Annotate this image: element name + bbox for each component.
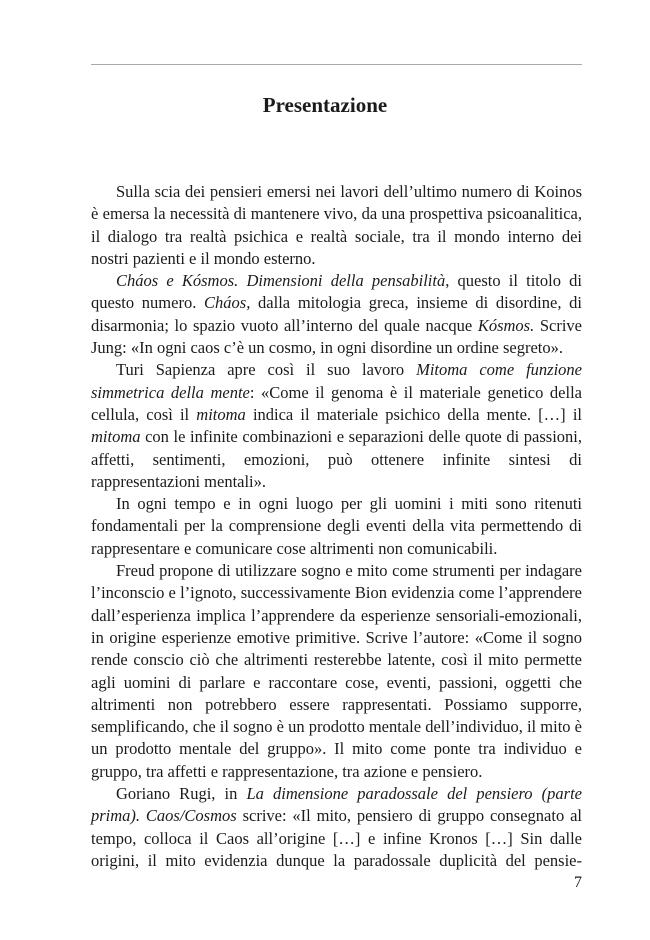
italic-text: mitoma: [91, 427, 141, 447]
text-run: Freud propone di utilizzare sogno e mito come strumenti per indagare l’inconscio e l’ignoto, successivamente Bion evidenzia come l’apprendere dall’esperienza implica l’apprendere da esperienze sensoriali-emozionali, in origine esperienze emotive primitive. Scrive l’autore: «Come il sogno rende conscio ciò che altrimenti resterebbe latente, così il mito permette agli uomini di parlare e raccontare cose, eventi, passioni, oggetti che altrimenti non potrebbero essere rappresentati. Possiamo supporre, semplificando, che il sogno è un prodotto mentale dell’individuo, il mito è un prodotto mentale del gruppo». Il mito come ponte tra individuo e gruppo, tra affetti e rappresentazione, tra azione e pensiero.: [91, 561, 582, 781]
paragraph: [91, 560, 582, 783]
page-number: 7: [574, 874, 582, 891]
paragraph: [91, 359, 582, 493]
paragraph: [91, 181, 582, 270]
text-run: : «Come il genoma è il materiale genetico della cellula, così il: [91, 382, 582, 424]
text-run: In ogni tempo e in ogni luogo per gli uomini i miti sono ritenuti fondamentali per la comprensione degli eventi della vita permettendo di rappresentare e comunicare cose altrimenti non comunicabili.: [91, 494, 582, 558]
paragraph: [91, 270, 582, 359]
italic-text: La dimensione paradossale del pensiero (parte prima). Caos/Cosmos: [91, 784, 582, 826]
text-run: con le infinite combinazioni e separazioni delle quote di passioni, affetti, sentimenti, emozioni, può ottenere infinite sintesi di rappresentazioni mentali».: [91, 427, 582, 491]
paragraph: [91, 783, 582, 872]
body-text: [91, 181, 582, 872]
italic-text: Mitoma come funzione simmetrica della mente: [91, 360, 582, 402]
italic-text: Kósmos.: [477, 315, 535, 335]
header-rule: [91, 64, 582, 65]
text-run: Scrive Jung: «In ogni caos c’è un cosmo, in ogni disordine un ordine segreto».: [91, 315, 582, 358]
italic-text: mitoma: [196, 404, 246, 424]
paragraph: [91, 493, 582, 560]
text-run: Sulla scia dei pensieri emersi nei lavori dell’ultimo numero di Koinos è emersa la necessità di mantenere vivo, da una prospettiva psicoanalitica, il dialogo tra realtà psichica e realtà sociale, tra il mondo interno dei nostri pazienti e il mondo esterno.: [91, 182, 582, 268]
text-run: indica il materiale psichico della mente. […] il: [245, 404, 582, 424]
italic-text: Cháos,: [204, 293, 251, 313]
text-run: dalla mitologia greca, insieme di disordine, di disarmonia; lo spazio vuoto all’interno del quale nacque: [91, 293, 582, 335]
page-title: Presentazione: [262, 93, 388, 117]
text-run: Turi Sapienza apre così il suo lavoro: [116, 360, 417, 380]
text-run: , questo il titolo di questo numero.: [91, 271, 582, 313]
text-run: scrive: «Il mito, pensiero di gruppo consegnato al tempo, colloca il Caos all’origine […] e infine Kronos […] Sin dalle origini, il mito evidenzia dunque la paradossale duplicità del pensie-: [91, 806, 582, 870]
text-run: Goriano Rugi, in: [116, 784, 247, 804]
italic-text: Cháos e Kósmos. Dimensioni della pensabilità: [116, 271, 446, 291]
